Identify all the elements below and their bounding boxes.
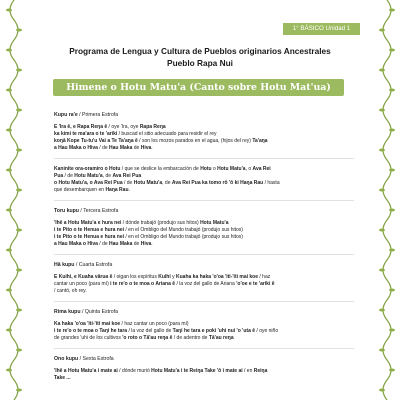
lyric-line (54, 375, 354, 382)
rapanui-text: a Hau Maka o Hiva (54, 145, 98, 151)
stanza-block (54, 208, 354, 248)
spanish-translation: . (151, 241, 153, 247)
song-title-bar (53, 79, 344, 96)
rapanui-text: Ava Rei Pua (112, 173, 142, 179)
lyric-line (54, 145, 354, 152)
rapanui-text: Tā'au reŋa (208, 335, 234, 341)
spanish-translation: de (132, 145, 141, 151)
spanish-translation: / la voz del gallo de (127, 328, 173, 334)
spanish-translation: . (151, 145, 153, 151)
rapanui-text: Hotu Matu'a (74, 173, 103, 179)
lyric-line (54, 321, 354, 328)
spanish-translation: / haz (258, 274, 271, 280)
rapanui-text: Take ... (54, 375, 71, 381)
rapanui-text: E Kuihi, e Kuaha vārua ē (54, 274, 113, 280)
stanza-heading-word: Toru kupu (54, 208, 79, 214)
rapanui-text: Haŋa Rau (105, 187, 129, 193)
spanish-translation: / oigan los espíritus (112, 274, 159, 280)
stanza-heading-word: Kupu ra'e (54, 112, 78, 118)
lyric-line (54, 328, 354, 335)
spanish-translation: / cantó, oh rey. (54, 288, 87, 294)
rapanui-text: o Hotu Matu'a, o Ava Rei Pua (54, 180, 123, 186)
stanza-heading-word: Rima kupu (54, 309, 81, 315)
stanza-block (54, 356, 354, 382)
rapanui-text: Kaninite ora-oramiro o Hotu (54, 166, 121, 172)
stanza-block (54, 166, 354, 194)
lyric-line (54, 220, 354, 227)
spanish-translation: / en (242, 368, 254, 374)
lyric-line (54, 274, 354, 281)
spanish-translation: / buscad el sitio adecuado para residir el rey (117, 131, 217, 137)
stanza-heading-label: / Sexta Estrofa (78, 356, 114, 362)
rapanui-text: Kuaha ka haka 'o'oa 'iti-'iti mai koe (176, 274, 259, 280)
song-title: Himene o Hotu Matu'a (Canto sobre Hotu Mat'ua) (66, 82, 331, 93)
spanish-translation: de grandes 'uhi de los cultivos (54, 335, 123, 341)
stanza-heading (54, 208, 354, 215)
spanish-translation: que desembarquen en (54, 187, 106, 193)
lyric-line (54, 281, 354, 288)
rapanui-text: a Hau Maka o Hiva (54, 241, 98, 247)
spanish-translation: de (132, 241, 141, 247)
program-subtitle: Pueblo Rapa Nui (167, 58, 233, 68)
rapanui-text: Taŋi he tara e poki 'uhi nui 'o 'uta ē (172, 328, 256, 334)
spanish-translation: / en el Ombligo del Mundo trabajó (produjo sus hitos) (124, 227, 243, 233)
spanish-translation: , de (102, 173, 113, 179)
stanza-heading-word: Hā kupu (54, 262, 75, 268)
rapanui-text: 'Ihē a Hotu Matu'a i mate ai (54, 368, 118, 374)
spanish-translation: , o (245, 166, 253, 172)
stanza-block (54, 262, 354, 295)
stanza-divider (54, 301, 354, 302)
stanza-heading-word: Ono kupu (54, 356, 79, 362)
lyric-line (54, 173, 354, 180)
rapanui-text: Hiva (140, 241, 152, 247)
spanish-translation: / dónde murió (117, 368, 152, 374)
lyrics-content (54, 112, 354, 382)
lyric-line (54, 335, 354, 342)
spanish-translation: y (170, 274, 176, 280)
grade-unit-badge: 1° BÁSICO Unidad 1 (283, 23, 360, 35)
spanish-translation: / hasta (263, 180, 280, 186)
spanish-translation: / en el Ombligo del Mundo trabajó (produjo sus hitos) (124, 234, 243, 240)
stanza-heading (54, 309, 354, 316)
spanish-translation: / oye niño (255, 328, 279, 334)
rapanui-text: i te re'o o te moa o Ariana ē (110, 281, 176, 287)
spanish-translation: cantar un poco (para mí) (54, 281, 111, 287)
rapanui-text: Reiŋa (253, 368, 268, 374)
spanish-translation: / dónde trabajó (produjo sus hitos) (121, 220, 201, 226)
stanza-divider (54, 348, 354, 349)
rapanui-text: E 'Ira ē, e Rapa Reŋa ē (54, 124, 108, 130)
stanza-heading-label: / Primera Estrofa (77, 112, 119, 118)
stanza-heading (54, 356, 354, 363)
rapanui-text: Kuihi (158, 274, 171, 280)
rapanui-text: Hotu Matu'a i te Reiŋa Take 'ō i mate ai (151, 368, 243, 374)
right-decorative-border (377, 0, 397, 400)
rapanui-text: Rapa Reŋa (139, 124, 166, 130)
rapanui-text: Hiva (140, 145, 152, 151)
spanish-translation: / de (97, 241, 110, 247)
spanish-translation: . (128, 187, 130, 193)
spanish-translation: / de (63, 173, 75, 179)
lyric-line (54, 187, 354, 194)
spanish-translation: / de adentro de (172, 335, 209, 341)
lyric-line (54, 180, 354, 187)
rapanui-text: Ava Rei Pua ka tomo rō 'ō ki Haŋa Rau (171, 180, 264, 186)
stanza-block (54, 309, 354, 342)
spanish-translation: / oye 'Ira, oye (107, 124, 140, 130)
lyric-line (54, 227, 354, 234)
stanza-heading (54, 112, 354, 119)
stanza-divider (54, 200, 354, 201)
lyric-line (54, 368, 354, 375)
lyric-line (54, 241, 354, 248)
lyric-line (54, 166, 354, 173)
lyric-line (54, 124, 354, 131)
spanish-translation: / de (122, 180, 134, 186)
rapanui-text: Hau Maka (109, 241, 133, 247)
rapanui-text: Hau Maka (109, 145, 133, 151)
rapanui-text: Ta'aŋa (252, 138, 268, 144)
lyric-line (54, 138, 354, 145)
stanza-block (54, 112, 354, 152)
spanish-translation: / son los mozos parados en el agua, (hijos del rey) (137, 138, 253, 144)
spanish-translation: / que se deslice la embarcación de (120, 166, 201, 172)
spanish-translation: / haz cantar un poco (para mí) (120, 321, 189, 327)
rapanui-text: 'o'oe e te 'ariki ē (236, 281, 275, 287)
fern-pattern-left (4, 0, 24, 400)
fern-pattern-right (377, 0, 397, 400)
rapanui-text: Hotu Matu'a (217, 166, 246, 172)
stanza-divider (54, 254, 354, 255)
spanish-translation: , de (162, 180, 172, 186)
rapanui-text: i te Pito o te Henua e hura nei (54, 234, 125, 240)
rapanui-text: Ka haka 'o'oa 'iti-'iti mai koe (54, 321, 121, 327)
rapanui-text: 'o roto o Tā'au reŋa ē (122, 335, 173, 341)
program-title: Programa de Lengua y Cultura de Pueblos originarios Ancestrales (69, 46, 331, 56)
stanza-heading-label: / Tercera Estrofa (78, 208, 119, 214)
stanza-heading-label: / Quinta Estrofa (80, 309, 119, 315)
rapanui-text: i te Pito o te Henua e hura nei (54, 227, 125, 233)
rapanui-text: Hotu Matu'a (200, 220, 229, 226)
rapanui-text: Pua (54, 173, 64, 179)
rapanui-text: Ava Rei (252, 166, 271, 172)
rapanui-text: ka kimi te ma'ara o te 'ariki (54, 131, 118, 137)
rapanui-text: koŋā Kope Tu-tu'u Vai a Te Ta'aŋa ē (54, 138, 138, 144)
lyric-line (54, 131, 354, 138)
lyric-line (54, 288, 354, 295)
spanish-translation: / de (97, 145, 110, 151)
stanza-divider (54, 158, 354, 159)
rapanui-text: 'Ihē a Hotu Matu'a e hura nei (54, 220, 122, 226)
stanza-heading (54, 262, 354, 269)
lyric-line (54, 234, 354, 241)
spanish-translation: / la voz del gallo de Ariana (175, 281, 237, 287)
left-decorative-border (4, 0, 24, 400)
stanza-heading-label: / Cuarta Estrofa (74, 262, 113, 268)
rapanui-text: Hotu Matu'a (133, 180, 163, 186)
spanish-translation: o (211, 166, 218, 172)
rapanui-text: Hotu (200, 166, 212, 172)
rapanui-text: i te re'o o te moa o Taŋi he tara (54, 328, 128, 334)
